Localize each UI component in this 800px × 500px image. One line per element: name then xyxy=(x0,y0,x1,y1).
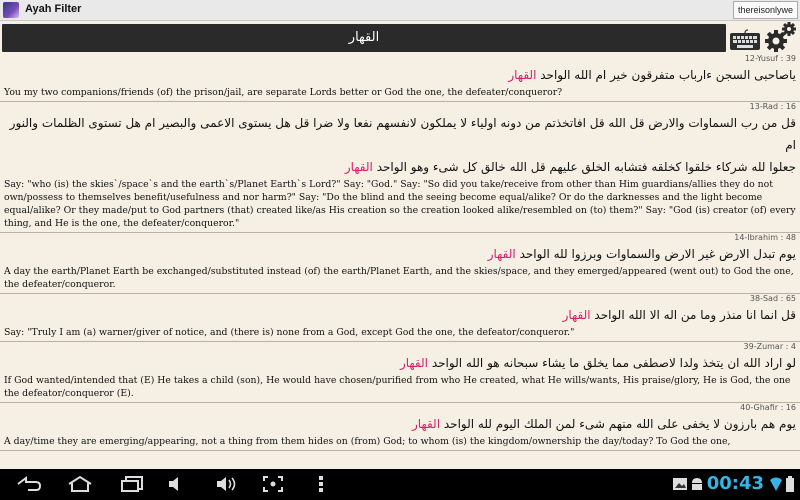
search-match-highlight: القهار xyxy=(344,160,373,174)
app-title: Ayah Filter xyxy=(25,3,82,15)
search-match-highlight: القهار xyxy=(487,247,516,261)
search-match-highlight: القهار xyxy=(411,417,441,431)
user-account-label[interactable]: thereisonlywe xyxy=(733,1,798,19)
image-notification-icon xyxy=(672,475,688,493)
system-navigation-bar xyxy=(0,469,800,500)
ayah-reference: 13-Rad : 16 xyxy=(749,102,796,111)
ayah-entry[interactable] xyxy=(0,294,800,342)
menu-icon[interactable] xyxy=(310,475,332,493)
ayah-translation: If God wanted/intended that (E) He takes a child (son), He would have chosen/purified from who He created, what He wills/wants, His praise/glory, He is God, the one the defeator/conqueror (E). xyxy=(4,375,791,399)
arabic-segment: قل انما انا منذر وما من اله الا الله الواحد xyxy=(590,308,796,322)
search-match-highlight: القهار xyxy=(562,308,591,322)
clock: 00:43 xyxy=(706,473,764,494)
search-term: القهار xyxy=(348,30,380,45)
ayah-arabic-text xyxy=(4,304,796,326)
keyboard-icon xyxy=(729,29,761,51)
ayah-reference: 14-Ibrahim : 48 xyxy=(734,233,796,242)
arabic-segment: قل من رب السماوات والارض قل الله قل افاتخذتم من دونه اولياء لا يملكون لانفسهم نفعا ولا ضرا قل هل يستوى الاعمى والبصير ام هل تستوى الظلمات والنور ام xyxy=(9,116,796,152)
arabic-segment: جعلوا لله شركاء خلقوا كخلقه فتشابه الخلق عليهم قل الله خالق كل شىء وهو الواحد xyxy=(372,160,796,174)
ayah-arabic-text xyxy=(4,352,796,374)
ayah-translation: Say: "who (is) the skies`/space`s and the earth`s/Planet Earth`s Lord?" Say: "God." Say: "So did you take/receive from other than Him guardians/allies they do not own/possess to themselves benefit/usefulness and nor harm?" Say: "Do the blind and the seeing become equal/alike? Or do the darknesses and the light become equal/alike? Or they made/put to God partners (that) created like/as His creation so the creation looked alike/resembled on (to) them?" Say: "God (is) creator (of) every thing, and He is the one, the defeater/conqueror." xyxy=(4,179,796,229)
ayah-entry[interactable] xyxy=(0,233,800,294)
screenshot-icon[interactable] xyxy=(262,475,284,493)
recent-apps-icon[interactable] xyxy=(118,475,146,493)
android-icon xyxy=(690,475,704,493)
ayah-reference: 38-Sad : 65 xyxy=(749,294,796,303)
ayah-arabic-text xyxy=(4,243,796,265)
keyboard-button[interactable] xyxy=(729,29,761,51)
arabic-segment: يوم تبدل الارض غير الارض والسماوات وبرزوا لله الواحد xyxy=(515,247,796,261)
ayah-reference: 12-Yusuf : 39 xyxy=(744,54,796,63)
title-bar xyxy=(0,0,800,21)
ayah-arabic-text xyxy=(4,112,796,156)
ayah-entry[interactable] xyxy=(0,342,800,403)
gear-icon xyxy=(764,20,798,54)
ayah-results-list[interactable] xyxy=(0,54,800,468)
ayah-reference: 39-Zumar : 4 xyxy=(743,342,796,351)
ayah-entry[interactable] xyxy=(0,102,800,233)
ayah-translation: A day/time they are emerging/appearing, not a thing from them hides on (from) God; to whom (is) the kingdom/ownership the day/today? To God the one, xyxy=(4,436,731,447)
ayah-translation: Say: "Truly I am (a) warner/giver of notice, and (there is) none from a God, except God the one, the defeator/conqueror." xyxy=(4,327,575,338)
ayah-arabic-text xyxy=(4,64,796,86)
app-logo-icon xyxy=(3,2,19,18)
battery-icon xyxy=(785,475,795,493)
ayah-translation: A day the earth/Planet Earth be exchanged/substituted instead (of) the earth/Planet Earth, and the skies/space, and they emerged/appeared (went out) to God the one, the defeater/conqueror. xyxy=(4,266,794,290)
ayah-arabic-text xyxy=(4,413,796,435)
settings-button[interactable] xyxy=(764,20,798,54)
arabic-segment: يوم هم بارزون لا يخفى على الله منهم شىء لمن الملك اليوم لله الواحد xyxy=(440,417,796,431)
volume-up-icon[interactable] xyxy=(214,475,240,493)
home-icon[interactable] xyxy=(66,475,94,493)
ayah-entry[interactable] xyxy=(0,54,800,102)
ayah-entry[interactable] xyxy=(0,403,800,451)
ayah-reference: 40-Ghafir : 16 xyxy=(740,403,796,412)
search-match-highlight: القهار xyxy=(399,356,428,370)
ayah-translation: You my two companions/friends (of) the prison/jail, are separate Lords better or God the one, the defeater/conqueror? xyxy=(4,87,563,98)
back-icon[interactable] xyxy=(14,475,42,493)
arabic-segment: لو اراد الله ان يتخذ ولدا لاصطفى مما يخلق ما يشاء سبحانه هو الله الواحد xyxy=(428,356,796,370)
arabic-segment: ياصاحبى السجن ءارباب متفرقون خير ام الله الواحد xyxy=(536,68,796,82)
volume-down-icon[interactable] xyxy=(166,475,188,493)
search-match-highlight: القهار xyxy=(508,68,537,82)
wifi-icon xyxy=(770,475,782,493)
search-header[interactable] xyxy=(2,24,726,52)
ayah-arabic-text xyxy=(4,156,796,178)
